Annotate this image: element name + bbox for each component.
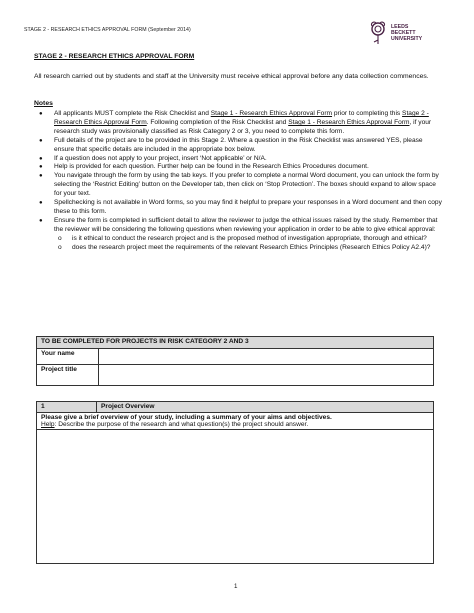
circle-bullet-icon: o bbox=[58, 243, 62, 251]
help-label: Help bbox=[41, 421, 55, 428]
sub-note-text: is it ethical to conduct the research project and is the proposed method of investigation appropriate, thorough and ethical? bbox=[72, 234, 427, 242]
logo-line-2: BECKETT bbox=[391, 30, 416, 36]
intro-paragraph: All research carried out by students and staff at the University must receive ethical approval before any data collection commences. bbox=[34, 73, 429, 80]
help-text bbox=[41, 421, 429, 428]
note-text: prior to completing this bbox=[332, 110, 403, 117]
note-item bbox=[34, 199, 444, 217]
note-text: Ensure the form is completed in sufficient detail to allow the reviewer to judge the ethical issues raised by the study. Remember that the reviewer will be considering the following questions when reviewing your application in order to be able to give ethical approval: bbox=[54, 216, 438, 233]
stage1-form-link-2[interactable]: Stage 1 - Research Ethics Approval Form bbox=[288, 118, 410, 126]
running-header: STAGE 2 - RESEARCH ETHICS APPROVAL FORM (September 2014) bbox=[24, 27, 191, 33]
bullet-icon: ● bbox=[39, 111, 43, 117]
notes-heading: Notes bbox=[34, 100, 53, 107]
rose-emblem-icon bbox=[368, 20, 390, 46]
stage1-form-link[interactable]: Stage 1 - Research Ethics Approval Form bbox=[210, 110, 333, 117]
note-text: You navigate through the form by using the tab keys. If you prefer to complete a normal Word document, you can unlock the form by selecting the ‘Restrict Editing’ button on the Developer tab, then click on ‘Stop Protection’. The boxes should expand to allow space for your text. bbox=[54, 172, 439, 198]
note-item bbox=[34, 172, 444, 199]
logo-line-1: LEEDS bbox=[391, 24, 409, 30]
bullet-icon: ● bbox=[39, 164, 43, 171]
project-title-label: Project title bbox=[37, 365, 99, 386]
help-description: : Describe the purpose of the research and what question(s) the project should answer. bbox=[54, 421, 309, 428]
bullet-icon: ● bbox=[39, 217, 43, 224]
prompt-text: Please give a brief overview of your study, including a summary of your aims and objectives. bbox=[41, 414, 332, 421]
note-item bbox=[34, 137, 444, 155]
your-name-label: Your name bbox=[37, 349, 99, 365]
university-logo bbox=[368, 20, 448, 54]
section-prompt bbox=[37, 413, 434, 430]
note-item bbox=[34, 110, 444, 137]
logo-wordmark bbox=[391, 24, 422, 42]
sub-note-text: does the research project meet the requirements of the relevant Research Ethics Principles (Research Ethics Policy A2.4)? bbox=[72, 243, 431, 251]
page-title: STAGE 2 - RESEARCH ETHICS APPROVAL FORM bbox=[34, 53, 195, 60]
page-number: 1 bbox=[234, 583, 238, 590]
bullet-icon: ● bbox=[39, 173, 43, 180]
note-item bbox=[34, 217, 444, 235]
project-title-field[interactable] bbox=[99, 365, 434, 386]
bullet-icon: ● bbox=[39, 155, 43, 162]
project-overview-table bbox=[36, 401, 434, 564]
notes-list bbox=[34, 110, 444, 253]
bullet-icon: ● bbox=[39, 137, 43, 144]
note-text: . Following completion of the Risk Checklist and bbox=[146, 118, 289, 126]
applicant-details-table bbox=[36, 336, 434, 386]
note-text: If a question does not apply to your project, insert ‘Not applicable’ or N/A. bbox=[54, 154, 267, 162]
note-text: Help is provided for each question. Further help can be found in the Research Ethics Procedures document. bbox=[54, 163, 369, 171]
circle-bullet-icon: o bbox=[58, 234, 62, 242]
note-text: Full details of the project are to be provided in this Stage 2. Where a question in the Risk Checklist was answered YES, please ensure that specific details are included in the appropriate box below. bbox=[54, 136, 423, 153]
section-number: 1 bbox=[37, 402, 97, 413]
note-item bbox=[34, 163, 444, 172]
table-heading: TO BE COMPLETED FOR PROJECTS IN RISK CATEGORY 2 AND 3 bbox=[37, 337, 434, 349]
note-item bbox=[34, 155, 444, 164]
sub-note-item bbox=[54, 235, 444, 244]
bullet-icon: ● bbox=[39, 200, 43, 207]
note-text: , if your research study was provisionally classified as Risk Category 2 or 3, you need to complete this form. bbox=[54, 118, 432, 135]
project-overview-answer-field[interactable] bbox=[37, 430, 434, 564]
note-text: All applicants MUST complete the Risk Checklist and bbox=[54, 110, 211, 117]
your-name-field[interactable] bbox=[99, 349, 434, 365]
stage2-form-link[interactable]: Stage 2 - Research Ethics Approval Form bbox=[54, 110, 429, 126]
note-text: Spellchecking is not available in Word forms, so you may find it helpful to prepare your responses in a Word document and then copy these to this form. bbox=[54, 199, 442, 215]
sub-note-item bbox=[54, 244, 444, 253]
section-heading: Project Overview bbox=[97, 402, 434, 413]
logo-line-3: UNIVERSITY bbox=[391, 36, 423, 42]
